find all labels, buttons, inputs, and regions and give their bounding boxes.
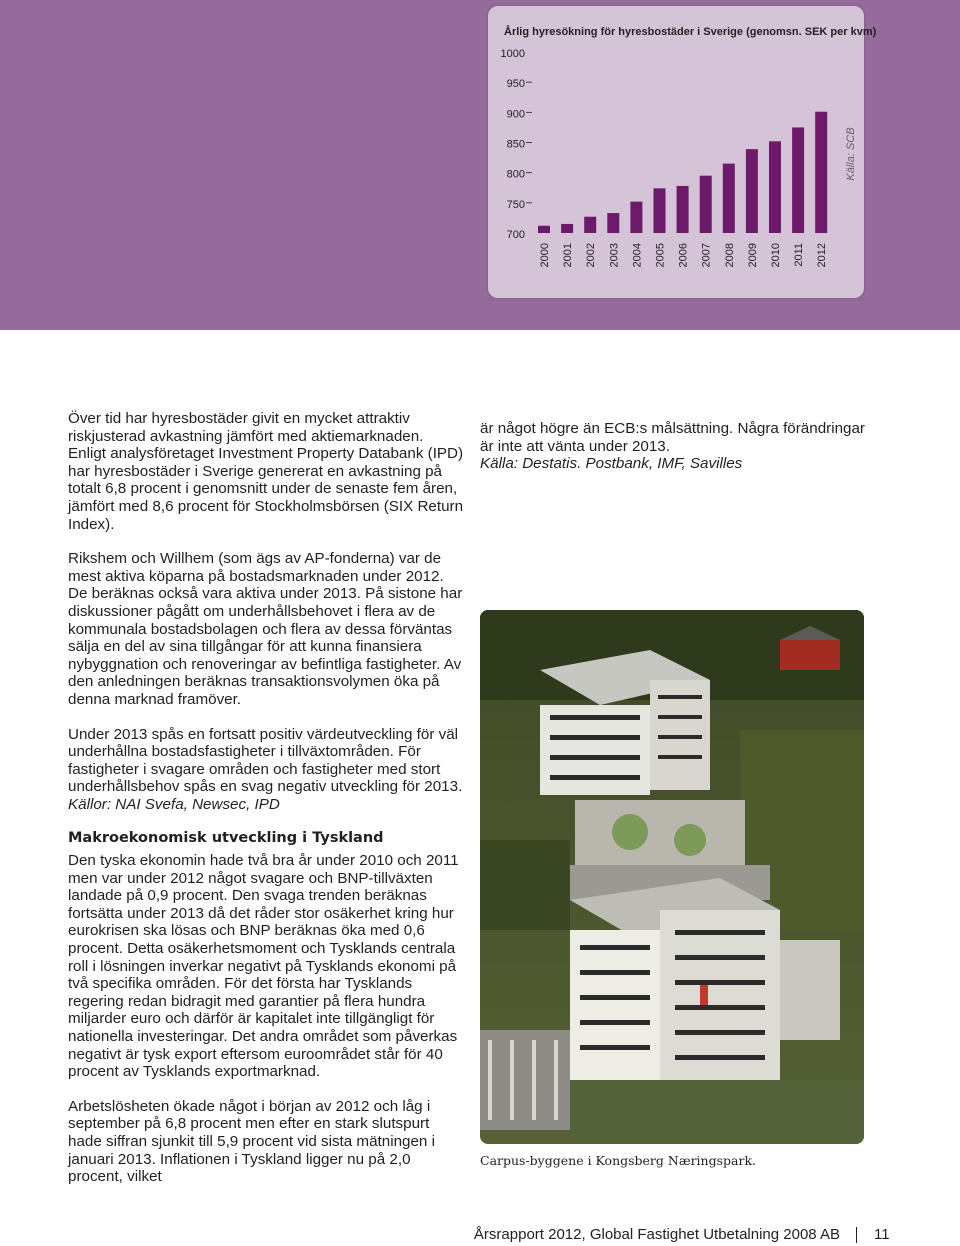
x-tick-label: 2007 — [700, 243, 713, 268]
ecb-source: Källa: Destatis. Postbank, IMF, Savilles — [480, 455, 743, 473]
paragraph-economy: Den tyska ekonomin hade två bra år under 2010 och 2011 men var under 2012 något svagare och BNP-tillväxten landade på 0,9 procent. Den svaga trenden beräknas fortsätta under 2013 då det råder stor osäkerhet kring hur eurokrisen ska lösas och BNP beräknas öka med 0,6 procent. Detta osäkerhetsmoment och Tysklands centrala roll i lösningen inverkar negativt på Tysklands ekonomi på två specifika områden. För det första har Tysklands regering redan bidragit med garantier på flera hundra miljarder euro och därför är kapitalet inte tillgängligt för nationella investeringar. Det andra området som påverkas negativt är tysk export eftersom euroområdet står för 40 procent av Tysklands exportmarknad. — [68, 852, 459, 1081]
bar-2007 — [700, 176, 712, 233]
x-tick-label: 2010 — [770, 243, 782, 268]
x-tick-label: 2009 — [746, 243, 759, 268]
left-column — [68, 410, 464, 1186]
paragraph-outlook — [68, 726, 464, 814]
rent-chart — [486, 4, 877, 300]
page-footer — [0, 1226, 960, 1246]
bar-2012 — [815, 112, 827, 233]
bar-2009 — [746, 149, 758, 233]
x-tick-label: 2003 — [608, 243, 621, 268]
chart-title: Årlig hyresökning för hyresbostäder i Sverige (genomsn. SEK per kvm) — [504, 26, 877, 38]
bar-2005 — [654, 188, 666, 233]
x-tick-label: 2004 — [631, 243, 644, 268]
bar-2006 — [677, 186, 689, 233]
x-tick-label: 2005 — [654, 243, 667, 268]
footer-text: Årsrapport 2012, Global Fastighet Utbetalning 2008 AB — [473, 1226, 840, 1243]
y-tick-label: 750 — [506, 198, 525, 211]
footer-separator — [856, 1227, 857, 1243]
bar-2004 — [630, 202, 642, 233]
y-tick-label: 1000 — [500, 48, 525, 60]
x-tick-label: 2000 — [539, 243, 551, 268]
building-photo — [480, 610, 864, 1144]
x-tick-label: 2011 — [793, 243, 806, 267]
paragraph-ecb: är något högre än ECB:s målsättning. Några förändringar är inte att vänta under 2013. — [480, 420, 865, 455]
page-number: 11 — [874, 1226, 890, 1243]
bar-2010 — [769, 141, 781, 233]
paragraph-returns: Över tid har hyresbostäder givit en mycket attraktiv riskjusterad avkastning jämfört med aktiemarknaden. Enligt analysföretaget Investment Property Databank (IPD) har hyresbostäder i Sverige genererat en avkastning på totalt 6,8 procent i genomsnitt under de senaste fem åren, jämfört med 8,6 procent för Stockholmsbörsen (SIX Return Index). — [68, 410, 464, 533]
bar-2008 — [723, 164, 735, 233]
paragraph-unemployment: Arbetslösheten ökade något i början av 2012 och låg i september på 6,8 procent men efter en stark slutspurt hade siffran sjunkit till 5,9 procent vid sista mätningen i januari 2013. Inflationen i Tyskland ligger nu på 2,0 procent, vilket — [68, 1097, 435, 1186]
x-tick-label: 2012 — [816, 243, 829, 268]
chart-source: Källa: SCB — [845, 127, 857, 181]
chart-canvas — [488, 6, 864, 298]
bar-2003 — [607, 213, 619, 233]
right-column — [480, 420, 876, 473]
bar-2001 — [561, 224, 573, 233]
y-tick-label: 800 — [506, 168, 525, 181]
y-tick-label: 700 — [506, 229, 525, 241]
bar-2011 — [792, 127, 804, 233]
x-tick-label: 2002 — [585, 243, 598, 268]
y-tick-label: 900 — [506, 108, 525, 121]
outlook-text: Under 2013 spås en fortsatt positiv värdeutveckling för väl underhållna bostadsfastigheter i tillväxtområden. För fastigheter i svagare områden och fastigheter med stort underhållsbehov spås en svag negativ utveckling för 2013. — [68, 725, 463, 796]
paragraph-buyers: Rikshem och Willhem (som ägs av AP-fonderna) var de mest aktiva köparna på bostadsmarknaden under 2012. De beräknas också vara aktiva under 2013. På sistone har diskussioner pågått om underhållsbehovet i flera av de kommunala bostadsbolagen och flera av dessa förväntas sälja en del av sina tillgångar för att kunna finansiera nybyggnation och renoveringar av befintliga fastigheter. Av den anledningen beräknas transaktionsvolymen öka på denna marknad framöver. — [68, 550, 463, 708]
x-tick-label: 2006 — [677, 243, 690, 268]
section-heading: Makroekonomisk utveckling i Tyskland — [68, 830, 384, 847]
x-tick-label: 2001 — [562, 243, 575, 268]
x-tick-label: 2008 — [723, 242, 736, 268]
y-tick-label: 850 — [506, 138, 525, 151]
bar-2002 — [584, 217, 596, 233]
section-germany — [68, 830, 464, 848]
photo-caption: Carpus-byggene i Kongsberg Næringspark. — [480, 1153, 756, 1168]
y-tick-label: 950 — [506, 78, 525, 91]
outlook-source: Källor: NAI Svefa, Newsec, IPD — [68, 795, 280, 813]
bar-2000 — [538, 226, 550, 233]
